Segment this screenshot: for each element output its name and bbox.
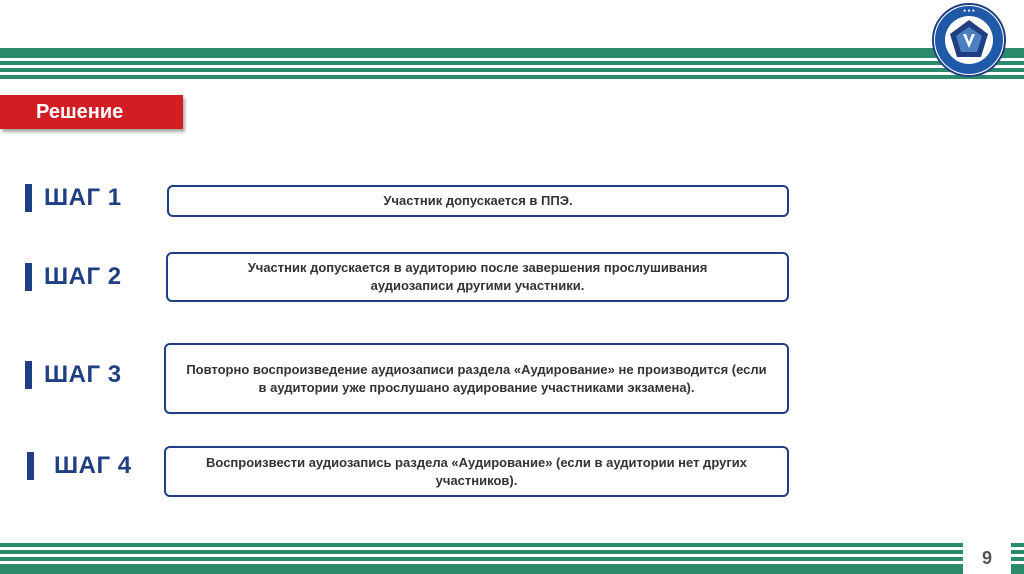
header-stripes — [0, 48, 1024, 80]
step-3-label — [25, 361, 122, 389]
step-marker — [27, 452, 34, 480]
step-4-label — [27, 452, 132, 480]
step-4-title: ШАГ 4 — [54, 452, 132, 479]
step-1-text: Участник допускается в ППЭ. — [383, 193, 573, 208]
svg-text:● ● ●: ● ● ● — [963, 8, 975, 14]
step-marker — [25, 361, 32, 389]
step-marker — [25, 184, 32, 212]
step-3-box — [164, 343, 789, 414]
mcko-pentagon-logo-icon — [932, 3, 1006, 77]
step-4-box — [164, 446, 789, 497]
step-1-box — [167, 185, 789, 217]
footer-stripes — [0, 543, 1024, 574]
step-2-box — [166, 252, 789, 302]
step-marker — [25, 263, 32, 291]
mcko-logo — [932, 3, 1006, 77]
step-1-title: ШАГ 1 — [44, 184, 122, 211]
step-3-text: Повторно воспроизведение аудиозаписи раздела «Аудирование» не производится (если в аудитории уже прослушано аудирование участниками экзамена). — [186, 361, 767, 395]
step-2-text: Участник допускается в аудиторию после завершения прослушивания аудиозаписи другими участники. — [247, 260, 708, 293]
section-title: Решение — [0, 95, 183, 129]
step-2-label — [25, 263, 122, 291]
page-number: 9 — [963, 543, 1011, 574]
step-3-title: ШАГ 3 — [44, 361, 122, 388]
step-2-title: ШАГ 2 — [44, 263, 122, 290]
step-1-label — [25, 184, 122, 212]
step-4-text: Воспроизвести аудиозапись раздела «Аудирование» (если в аудитории нет других участников). — [206, 454, 747, 488]
